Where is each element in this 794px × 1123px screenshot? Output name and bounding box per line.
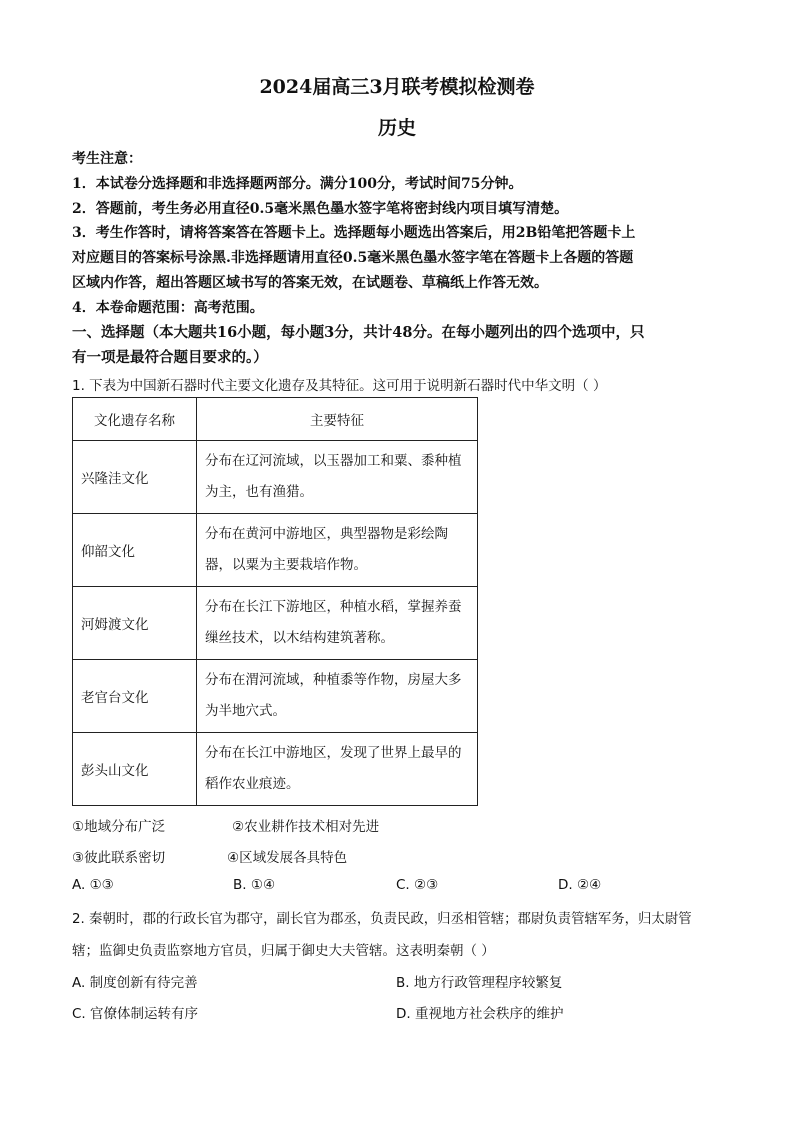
culture-feature bbox=[197, 514, 478, 587]
question-2-stem: 辖；监御史负责监察地方官员，归属于御史大夫管辖。这表明秦朝（ ） bbox=[72, 943, 495, 959]
table-row bbox=[73, 587, 478, 660]
section-heading: 有一项是最符合题目要求的。） bbox=[72, 349, 268, 366]
culture-feature bbox=[197, 441, 478, 514]
option-a: A. 制度创新有待完善 bbox=[72, 975, 198, 991]
option-c: C. 官僚体制运转有序 bbox=[72, 1006, 199, 1022]
culture-name: 仰韶文化 bbox=[73, 514, 197, 587]
feature-line: 缫丝技术，以木结构建筑著称。 bbox=[205, 630, 394, 646]
culture-feature bbox=[197, 660, 478, 733]
table-row bbox=[73, 660, 478, 733]
option-c: C. ②③ bbox=[396, 877, 439, 893]
table-header-row bbox=[73, 398, 478, 441]
feature-line: 分布在黄河中游地区，典型器物是彩绘陶 bbox=[205, 526, 448, 542]
table-row bbox=[73, 441, 478, 514]
feature-line: 分布在长江下游地区，种植水稻，掌握养蚕 bbox=[205, 599, 462, 615]
notice-line: 4．本卷命题范围：高考范围。 bbox=[72, 300, 264, 316]
exam-title: 2024届高三3月联考模拟检测卷 bbox=[259, 76, 535, 98]
section-heading: 一、选择题（本大题共16小题，每小题3分，共计48分。在每小题列出的四个选项中，只 bbox=[72, 324, 645, 341]
question-2-stem: 2. 秦朝时，郡的行政长官为郡守，副长官为郡丞，负责民政，归丞相管辖；郡尉负责管辖军务，归太尉管 bbox=[72, 912, 692, 927]
option-d: D. 重视地方社会秩序的维护 bbox=[396, 1006, 564, 1022]
notice-line: 2．答题前，考生务必用直径0.5毫米黑色墨水签字笔将密封线内项目填写清楚。 bbox=[72, 201, 569, 217]
notice-line: 1．本试卷分选择题和非选择题两部分。满分100分，考试时间75分钟。 bbox=[72, 176, 523, 192]
feature-line: 为主，也有渔猎。 bbox=[205, 484, 313, 500]
statement: ④区域发展各具特色 bbox=[227, 850, 348, 866]
notice-line: 对应题目的答案标号涂黑.非选择题请用直径0.5毫米黑色墨水签字笔在答题卡上各题的答题 bbox=[72, 250, 634, 266]
feature-line: 器，以粟为主要栽培作物。 bbox=[205, 557, 367, 573]
statement: ①地域分布广泛 bbox=[72, 819, 166, 835]
notice-label: 考生注意： bbox=[72, 151, 142, 167]
table-header-cell: 文化遗存名称 bbox=[73, 398, 197, 441]
statement: ③彼此联系密切 bbox=[72, 850, 166, 866]
notice-line: 3．考生作答时，请将答案答在答题卡上。选择题每小题选出答案后，用2B铅笔把答题卡上 bbox=[72, 225, 636, 241]
question-1-stem: 1. 下表为中国新石器时代主要文化遗存及其特征。这可用于说明新石器时代中华文明（ ） bbox=[72, 378, 607, 394]
culture-feature bbox=[197, 587, 478, 660]
feature-line: 分布在长江中游地区，发现了世界上最早的 bbox=[205, 745, 462, 761]
culture-feature bbox=[197, 733, 478, 806]
subject-title: 历史 bbox=[377, 117, 416, 139]
table-row bbox=[73, 733, 478, 806]
culture-name: 老官台文化 bbox=[73, 660, 197, 733]
option-a: A. ①③ bbox=[72, 877, 114, 893]
option-b: B. 地方行政管理程序较繁复 bbox=[396, 975, 563, 991]
culture-name: 河姆渡文化 bbox=[73, 587, 197, 660]
table-header-cell: 主要特征 bbox=[197, 398, 478, 441]
culture-name: 彭头山文化 bbox=[73, 733, 197, 806]
option-b: B. ①④ bbox=[233, 877, 276, 893]
statement: ②农业耕作技术相对先进 bbox=[232, 819, 380, 835]
notice-line: 区域内作答，超出答题区域书写的答案无效，在试题卷、草稿纸上作答无效。 bbox=[72, 275, 548, 291]
table-row bbox=[73, 514, 478, 587]
culture-name: 兴隆洼文化 bbox=[73, 441, 197, 514]
feature-line: 分布在渭河流域，种植黍等作物，房屋大多 bbox=[205, 672, 462, 688]
culture-table bbox=[72, 397, 478, 806]
feature-line: 分布在辽河流域，以玉器加工和粟、黍种植 bbox=[205, 453, 462, 469]
feature-line: 为半地穴式。 bbox=[205, 703, 286, 719]
option-d: D. ②④ bbox=[558, 877, 602, 893]
feature-line: 稻作农业痕迹。 bbox=[205, 776, 300, 792]
